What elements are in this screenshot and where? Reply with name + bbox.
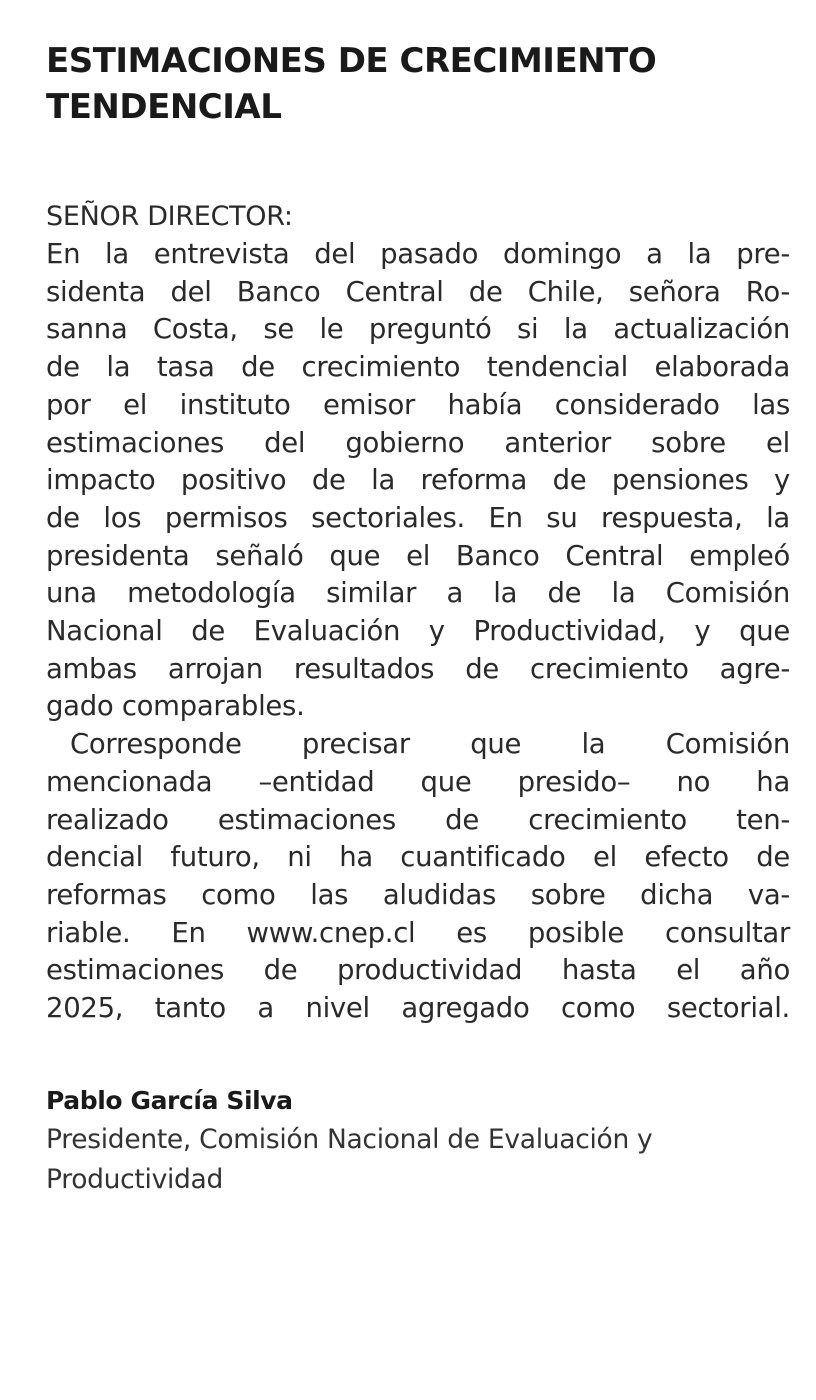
text-line: gado comparables. (46, 690, 305, 723)
text-line: ambas arrojan resultados de crecimiento agre- (46, 652, 790, 685)
text-line: sidenta del Banco Central de Chile, señora Ro- (46, 275, 790, 308)
text-line: dencial futuro, ni ha cuantificado el efecto de (46, 841, 790, 874)
signature-role-line: Presidente, Comisión Nacional de Evaluación y (46, 1123, 653, 1155)
signature-role-line: Productividad (46, 1163, 224, 1195)
headline-line: TENDENCIAL (46, 87, 282, 127)
text-line: Nacional de Evaluación y Productividad, y que (46, 615, 790, 648)
text-line: 2025, tanto a nivel agregado como sectorial. (46, 992, 790, 1025)
text-line: sanna Costa, se le preguntó si la actualización (46, 313, 790, 346)
text-line: estimaciones del gobierno anterior sobre el (46, 426, 790, 459)
headline (46, 38, 790, 130)
paragraph-1 (46, 236, 790, 726)
paragraph-2 (46, 726, 790, 1028)
letter (46, 38, 790, 1200)
text-line: En la entrevista del pasado domingo a la pre- (46, 238, 790, 270)
text-line: mencionada –entidad que presido– no ha (46, 765, 790, 798)
text-line: de la tasa de crecimiento tendencial elaborada (46, 351, 790, 384)
text-line: riable. En www.cnep.cl es posible consultar (46, 916, 790, 949)
signature (46, 1082, 790, 1200)
text-line: estimaciones de productividad hasta el año (46, 954, 790, 987)
text-line: realizado estimaciones de crecimiento ten- (46, 803, 790, 836)
text-line: reformas como las aludidas sobre dicha va- (46, 878, 790, 911)
text-line: de los permisos sectoriales. En su respuesta, la (46, 501, 790, 534)
headline-line: ESTIMACIONES DE CRECIMIENTO (46, 41, 657, 81)
text-line: Corresponde precisar que la Comisión (70, 728, 790, 761)
text-line: por el instituto emisor había considerado las (46, 388, 790, 421)
text-line: una metodología similar a la de la Comisión (46, 577, 790, 610)
text-line: impacto positivo de la reforma de pensiones y (46, 464, 790, 497)
signature-name: Pablo García Silva (46, 1085, 293, 1115)
salutation: SEÑOR DIRECTOR: (46, 201, 293, 232)
text-line: presidenta señaló que el Banco Central empleó (46, 539, 790, 572)
